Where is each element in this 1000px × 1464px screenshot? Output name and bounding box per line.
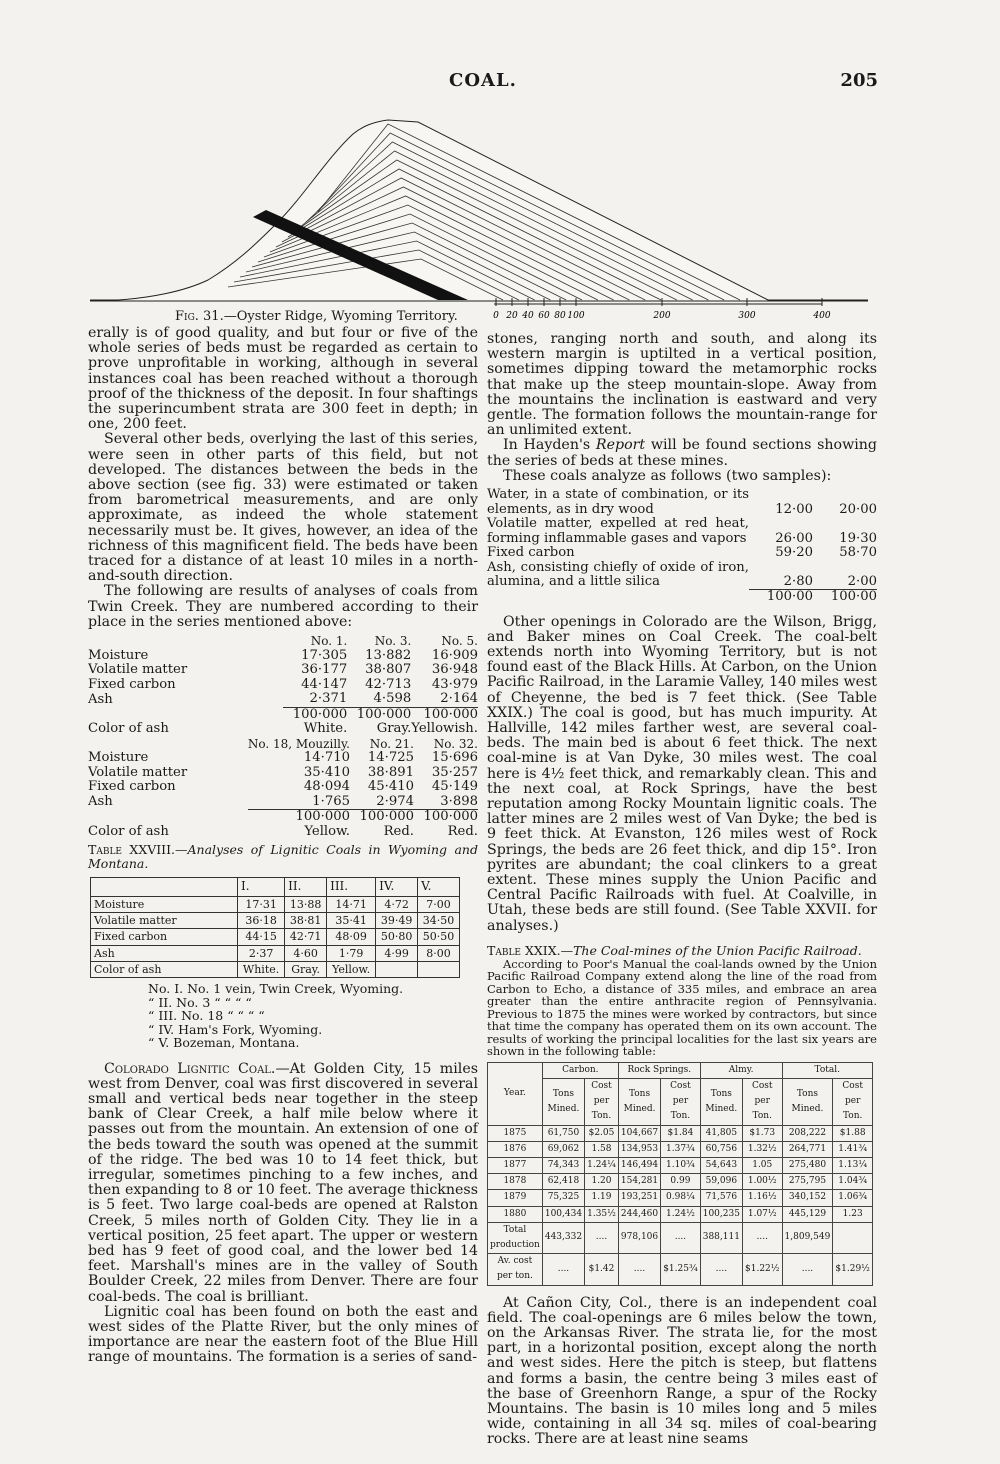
cell: 100·000: [411, 707, 478, 722]
row-label: Volatile matter, expelled at red heat, forming inflammable gases and vapors: [487, 516, 749, 546]
cell: 443,332: [542, 1222, 584, 1253]
note: “ III. No. 18 “ “ “ “: [148, 1008, 265, 1024]
cell: $1.73: [742, 1125, 782, 1141]
row-label: Fixed carbon: [91, 929, 238, 945]
cell: 0.98¼: [661, 1190, 701, 1206]
paragraph: At Cañon City, Col., there is an independent coal field. The coal-openings are 6 miles below the town, on the Arkansas River. The strata lie, for the most part, in a horizontal position, except along the north and west sides. Here the pitch is steep, but flattens and forms a basin, the centre being 3 miles east of the base of Greenhorn Range, a spur of the Rocky Mountains. The basin is 10 miles long and 5 miles wide, containing in all 34 sq. miles of coal-bearing rocks. There are at least nine seams: [487, 1294, 877, 1448]
cell: 13·88: [285, 897, 327, 913]
cell: White.: [303, 721, 348, 737]
page-number: 205: [840, 70, 878, 91]
scale-label: 40: [522, 311, 534, 321]
column-header: No. 32.: [433, 736, 478, 751]
cell: 41,805: [700, 1125, 742, 1141]
cell: 75,325: [542, 1190, 584, 1206]
running-header: [88, 70, 878, 100]
figure-label: Fig. 31.: [175, 309, 224, 324]
column-subheader: Cost per Ton.: [585, 1079, 619, 1126]
cell: 60,756: [700, 1141, 742, 1157]
cell: Gray.: [376, 721, 412, 737]
cell: 59,096: [700, 1174, 742, 1190]
cell: 13·882: [365, 647, 412, 663]
cell: 1·765: [312, 793, 350, 809]
column-header: Rock Springs.: [618, 1062, 700, 1078]
row-label: Ash: [88, 692, 113, 707]
cell: 20·00: [839, 501, 877, 517]
cell: 34·50: [418, 913, 460, 929]
cell: 54,643: [700, 1158, 742, 1174]
cell: ....: [542, 1254, 584, 1285]
cell: 1.24½: [661, 1206, 701, 1222]
column-subheader: Cost per Ton.: [742, 1079, 782, 1126]
cell: 4·72: [376, 897, 418, 913]
cell: 45·149: [431, 779, 478, 795]
cell: 1.37¾: [661, 1141, 701, 1157]
cell: 35·257: [431, 764, 478, 780]
column-subheader: Tons Mined.: [700, 1079, 742, 1126]
cell: 36·18: [238, 913, 285, 929]
paragraph: Other openings in Colorado are the Wilson, Brigg, and Baker mines on Coal Creek. The coal-belt extends north into Wyoming Territory, but is not found east of the Black Hills. At Carbon, on the Union Pacific Railroad, in the Laramie Valley, 140 miles west of Cheyenne, the bed is 7 feet thick. (See Table XXIX.) The coal is good, but has much impurity. At Hallville, 142 miles farther west, are several coal-beds. The main bed is about 6 feet thick. The next coal-mine is at Van Dyke, 30 miles west. The coal here is 4½ feet thick, and remarkably clean. This and the next coal, at Rock Springs, have the best reputation among Rocky Mountain lignitic coals. The latter mines are 2 miles west of Van Dyke; the bed is 9 feet thick. At Evanston, 126 miles west of Rock Springs, the beds are 26 feet thick, and dip 15°. Iron pyrites are abundant; the coal clinkers to a great extent. These mines supply the Union Pacific and Central Pacific Railroads with fuel. At Coalville, in Utah, these beds are still found. (See Table XXVII. for analyses.): [487, 613, 877, 934]
cell: 978,106: [618, 1222, 660, 1253]
scale-label: 60: [538, 311, 550, 321]
column-header: Almy.: [700, 1062, 782, 1078]
column-header: No. 3.: [374, 634, 412, 649]
cell: 36·177: [301, 662, 348, 678]
row-label: Ash, consisting chiefly of oxide of iron, alumina, and a little silica: [487, 559, 749, 590]
scale-label: 400: [813, 311, 831, 321]
cell: ....: [585, 1222, 619, 1253]
cell: 48·094: [303, 779, 350, 795]
cell: 50·50: [418, 929, 460, 945]
cell: 2·80: [783, 573, 813, 589]
cell: 100,434: [542, 1206, 584, 1222]
column-header: IV.: [376, 878, 418, 897]
year-cell: 1880: [488, 1206, 543, 1222]
cell: 1.41¾: [833, 1141, 873, 1157]
cell: 193,251: [618, 1190, 660, 1206]
cell: 1·79: [327, 945, 376, 961]
cell: 1.06¾: [833, 1190, 873, 1206]
cell: [833, 1222, 873, 1253]
colorado-analysis-table: [487, 488, 877, 605]
table-row: [488, 1190, 873, 1206]
paragraph: Several other beds, overlying the last of this series, were seen in other parts of this field, but not developed. The distances between the beds in the above section (see fig. 33) were estimated or taken from barometrical measurements, and are only approximate, as indeed the whole statement necessarily must be. It gives, however, an idea of the richness of this magnificent field. The beds have been traced for a distance of at least 10 miles in a north-and-south direction.: [88, 431, 478, 585]
cell: 62,418: [542, 1174, 584, 1190]
cell: 275,795: [782, 1174, 833, 1190]
table-row: [91, 945, 460, 961]
cell: 1.10¾: [661, 1158, 701, 1174]
oyster-ridge-section-figure: [88, 112, 878, 327]
cell: 100·000: [414, 810, 478, 825]
cell: 244,460: [618, 1206, 660, 1222]
row-label: Volatile matter: [91, 913, 238, 929]
cell: 74,343: [542, 1158, 584, 1174]
cell: 2·164: [440, 691, 478, 707]
cell: 1.00½: [742, 1174, 782, 1190]
table-row: [88, 825, 478, 840]
note: No. I. No. 1 vein, Twin Creek, Wyoming.: [148, 981, 404, 997]
paragraph-text: will be found sections showing the series of beds at these mines.: [487, 437, 877, 469]
row-label: Volatile matter: [88, 765, 188, 780]
row-label: Water, in a state of combination, or its elements, as in dry wood: [487, 487, 749, 517]
cell: 2·37: [238, 945, 285, 961]
table-row: [88, 780, 478, 795]
cell: $1.84: [661, 1125, 701, 1141]
column-header: No. 18, Mouzilly.: [247, 736, 350, 751]
cell: 388,111: [700, 1222, 742, 1253]
row-label: Fixed carbon: [88, 780, 176, 795]
paragraph: These coals analyze as follows (two samples):: [503, 467, 832, 484]
row-label: Moisture: [88, 751, 149, 766]
cell: 3·898: [440, 793, 478, 809]
table-row: [88, 678, 478, 693]
cell: Yellow.: [304, 823, 350, 839]
cell: 38·81: [285, 913, 327, 929]
table-row: [88, 751, 478, 766]
cell: 71,576: [700, 1190, 742, 1206]
row-label: Fixed carbon: [88, 677, 176, 692]
row-label: Total production: [488, 1222, 543, 1253]
report-title: Report: [595, 437, 646, 454]
column-subheader: Tons Mined.: [542, 1079, 584, 1126]
avg-row: [488, 1254, 873, 1285]
cell: ....: [618, 1254, 660, 1285]
row-label: Color of ash: [91, 961, 238, 977]
total-row: [488, 1222, 873, 1253]
cell: 39·49: [376, 913, 418, 929]
paragraph-text: —At Golden City, 15 miles west from Denver, coal was first discovered in several small and vertical beds near together in the steep bank of Clear Creek, a half mile below where it passes out from the mountain. An extension of one of the beds toward the south was opened at the summit of the ridge. The bed was 10 to 14 feet thick, but irregular, sometimes pinching to a few inches, and then expanding to 8 or 10 feet. The average thickness is 5 feet. Two large coal-beds are opened at Ralston Creek, 5 miles north of Golden City. They lie in a vertical position, 25 feet apart. The upper or western bed has 9 feet of good coal, and the lower bed 14 feet. Marshall's mines are in the valley of South Boulder Creek, 22 miles from Denver. There are four coal-beds. The coal is brilliant.: [88, 1060, 479, 1305]
cell: Yellowish.: [411, 721, 478, 737]
cell: $1.88: [833, 1125, 873, 1141]
scale-label: 80: [554, 311, 566, 321]
table-row: [488, 1158, 873, 1174]
section-heading: Colorado Lignitic Coal.: [104, 1060, 276, 1077]
row-label: Ash: [91, 945, 238, 961]
column-header: No. 21.: [369, 736, 414, 751]
column-subheader: Cost per Ton.: [661, 1079, 701, 1126]
scale-bar: [492, 296, 832, 326]
column-header: No. 1.: [310, 634, 348, 649]
cell: 16·909: [431, 647, 478, 663]
table-row: [487, 546, 877, 561]
cell: 69,062: [542, 1141, 584, 1157]
twin-creek-analysis-table-1: [88, 634, 478, 737]
cell: 35·41: [327, 913, 376, 929]
cell: ....: [700, 1254, 742, 1285]
cell: Gray.: [285, 961, 327, 977]
cell: 44·147: [301, 676, 348, 692]
cell: 38·891: [367, 764, 414, 780]
year-cell: 1875: [488, 1125, 543, 1141]
left-column: [88, 326, 478, 1366]
cell: 1.32½: [742, 1141, 782, 1157]
row-label: Volatile matter: [88, 663, 188, 678]
table-row: [488, 1141, 873, 1157]
cell: 1.19: [585, 1190, 619, 1206]
cell: $1.42: [585, 1254, 619, 1285]
table-29-intro: According to Poor's Manual the coal-lands owned by the Union Pacific Railroad Company extend along the line of the road from Carbon to Echo, a distance of 335 miles, and embrace an area greater than the entire anthracite region of Pennsylvania. Previous to 1875 the mines were worked by contractors, but since that time the company has operated them on its own account. The results of working the principal localities for the last six years are shown in the following table:: [487, 956, 877, 1059]
cell: 100·000: [350, 810, 414, 825]
cell: 14·71: [327, 897, 376, 913]
cell: 42·71: [285, 929, 327, 945]
table-row: [91, 929, 460, 945]
cell: 45·410: [367, 779, 414, 795]
row-label: Av. cost per ton.: [488, 1254, 543, 1285]
cell: 61,750: [542, 1125, 584, 1141]
note: “ II. No. 3 “ “ “ “: [148, 994, 252, 1010]
paragraph: [88, 1062, 478, 1305]
cell: [376, 961, 418, 977]
cell: 2·00: [847, 573, 877, 589]
note: “ IV. Ham's Fork, Wyoming.: [148, 1021, 323, 1037]
cell: 1.16½: [742, 1190, 782, 1206]
cell: 59·20: [775, 545, 813, 561]
scale-label: 0: [493, 311, 499, 321]
cell: 44·15: [238, 929, 285, 945]
cell: 58·70: [839, 545, 877, 561]
cell: 1.24¼: [585, 1158, 619, 1174]
row-label: Color of ash: [88, 722, 169, 737]
column-header: V.: [418, 878, 460, 897]
cell: 1.35½: [585, 1206, 619, 1222]
table-label: Table XXVIII.: [88, 842, 176, 858]
table-29: [487, 1062, 873, 1286]
scale-label: 100: [567, 311, 585, 321]
cell: 1.04¾: [833, 1174, 873, 1190]
cell: 208,222: [782, 1125, 833, 1141]
cell: 26·00: [775, 530, 813, 546]
table-row: [91, 897, 460, 913]
cell: 4·99: [376, 945, 418, 961]
cell: Red.: [447, 823, 478, 839]
note: “ V. Bozeman, Montana.: [148, 1035, 300, 1051]
cell: 264,771: [782, 1141, 833, 1157]
column-header: Total.: [782, 1062, 872, 1078]
cell: 1.05: [742, 1158, 782, 1174]
twin-creek-analysis-table-2: [88, 737, 478, 840]
table-28: [90, 877, 460, 978]
total-row: [88, 810, 478, 825]
cell: 340,152: [782, 1190, 833, 1206]
paragraph: stones, ranging north and south, and along its western margin is uptilted in a vertical position, sometimes dipping toward the metamorphic rocks that make up the steep mountain-slope. Away from the mountains the inclination is eastward and very gentle. The formation follows the mountain-range for an unlimited extent.: [487, 331, 877, 439]
cell: 36·948: [431, 662, 478, 678]
table-row: [488, 1206, 873, 1222]
cell: $2.05: [585, 1125, 619, 1141]
cell: 4·60: [285, 945, 327, 961]
cell: 1.07½: [742, 1206, 782, 1222]
table-row: [88, 722, 478, 737]
cell: 4·598: [373, 691, 412, 707]
cell: 19·30: [839, 530, 877, 546]
table-title: —Analyses of Lignitic Coals in Wyoming and Montana.: [88, 842, 478, 872]
paragraph: erally is of good quality, and but four or five of the whole series of beds must be regarded as certain to prove unprofitable in working, although in several instances coal has been reached without a thorough proof of the thickness of the deposit. In four shaftings the superincumbent strata are 300 feet in depth; in one, 200 feet.: [88, 325, 478, 433]
column-header: III.: [327, 878, 376, 897]
table-29-caption: [487, 944, 877, 958]
paragraph: The following are results of analyses of coals from Twin Creek. They are numbered according to their place in the series mentioned above:: [88, 583, 478, 630]
table-row: [91, 961, 460, 977]
cell: 100·000: [347, 707, 411, 722]
table-28-caption: [88, 843, 478, 871]
table-row: [487, 561, 877, 590]
cell: 14·710: [303, 750, 350, 766]
cell: ....: [661, 1222, 701, 1253]
year-cell: 1877: [488, 1158, 543, 1174]
cell: 104,667: [618, 1125, 660, 1141]
total-row: [88, 707, 478, 722]
cell: 8·00: [418, 945, 460, 961]
cell: Yellow.: [327, 961, 376, 977]
column-header: II.: [285, 878, 327, 897]
table-row: [487, 488, 877, 517]
cell: 1.58: [585, 1141, 619, 1157]
cell: ....: [742, 1222, 782, 1253]
cell: 100·000: [283, 707, 347, 722]
cell: 1.13¼: [833, 1158, 873, 1174]
column-header: I.: [238, 878, 285, 897]
cell: 445,129: [782, 1206, 833, 1222]
column-subheader: Tons Mined.: [782, 1079, 833, 1126]
table-28-notes: [148, 982, 478, 1050]
table-row: [88, 692, 478, 707]
cell: 42·713: [365, 676, 412, 692]
table-row: [88, 663, 478, 678]
row-label: Ash: [88, 794, 113, 810]
cell: 38·807: [365, 662, 412, 678]
cell: 14·725: [367, 750, 414, 766]
scale-label: 200: [653, 311, 671, 321]
row-label: Fixed carbon: [487, 545, 575, 561]
cell: 17·305: [301, 647, 348, 663]
table-row: [91, 913, 460, 929]
table-row: [88, 766, 478, 781]
cell: Red.: [383, 823, 414, 839]
cell: 15·696: [431, 750, 478, 766]
cell: 0.99: [661, 1174, 701, 1190]
cell: 35·410: [303, 764, 350, 780]
cell: 1.20: [585, 1174, 619, 1190]
row-label: Moisture: [88, 648, 149, 663]
cell: 2·974: [376, 793, 414, 809]
paragraph-text: In Hayden's: [503, 437, 596, 454]
table-row: [488, 1174, 873, 1190]
cell: $1.22½: [742, 1254, 782, 1285]
table-label: Table XXIX.: [487, 942, 561, 958]
year-cell: 1879: [488, 1190, 543, 1206]
cell: $1.29½: [833, 1254, 873, 1285]
cell: 7·00: [418, 897, 460, 913]
paragraph: [487, 438, 877, 468]
figure-caption: [175, 309, 458, 324]
table-row: [88, 795, 478, 810]
figure-caption-text: —Oyster Ridge, Wyoming Territory.: [223, 309, 458, 324]
cell: 100·00: [749, 590, 813, 605]
table-row: [88, 649, 478, 664]
cell: 1.23: [833, 1206, 873, 1222]
paragraph: Lignitic coal has been found on both the east and west sides of the Platte River, but the only mines of importance are near the eastern foot of the Blue Hill range of mountains. The formation is a series of sand-: [88, 1303, 478, 1366]
cell: 12·00: [775, 501, 813, 517]
table-row: [487, 517, 877, 546]
column-header: Carbon.: [542, 1062, 618, 1078]
cell: 275,480: [782, 1158, 833, 1174]
cell: 100,235: [700, 1206, 742, 1222]
row-label: Moisture: [91, 897, 238, 913]
table-row: [488, 1125, 873, 1141]
column-header: No. 5.: [441, 634, 478, 649]
cell: 134,953: [618, 1141, 660, 1157]
cell: 100·000: [248, 810, 350, 825]
row-label: Color of ash: [88, 824, 169, 839]
column-subheader: Tons Mined.: [618, 1079, 660, 1126]
table-title: —The Coal-mines of the Union Pacific Railroad.: [560, 942, 862, 958]
scale-label: 300: [738, 311, 756, 321]
cell: 154,281: [618, 1174, 660, 1190]
cell: White.: [238, 961, 285, 977]
cell: 48·09: [327, 929, 376, 945]
column-header: Year.: [488, 1062, 543, 1125]
cell: 146,494: [618, 1158, 660, 1174]
cell: 100·00: [813, 590, 877, 605]
cell: 17·31: [238, 897, 285, 913]
year-cell: 1876: [488, 1141, 543, 1157]
right-column: [487, 332, 877, 1448]
cell: $1.25¾: [661, 1254, 701, 1285]
cell: ....: [782, 1254, 833, 1285]
running-title: COAL.: [449, 70, 517, 91]
column-subheader: Cost per Ton.: [833, 1079, 873, 1126]
cell: 1,809,549: [782, 1222, 833, 1253]
scale-label: 20: [506, 311, 518, 321]
cell: 2·371: [309, 691, 348, 707]
total-row: [487, 590, 877, 605]
cell: 50·80: [376, 929, 418, 945]
cell: [418, 961, 460, 977]
year-cell: 1878: [488, 1174, 543, 1190]
cell: 43·979: [431, 676, 478, 692]
